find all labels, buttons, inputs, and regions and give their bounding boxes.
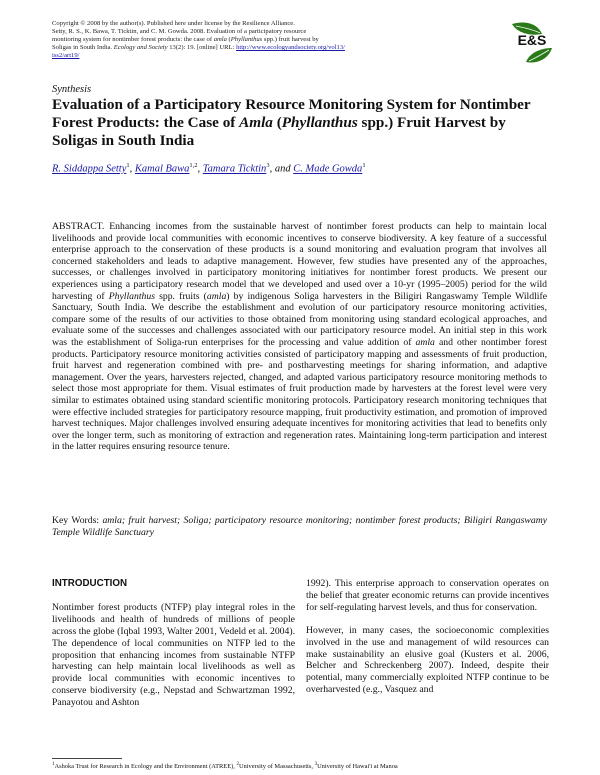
- author-list: R. Siddappa Setty$^1$, Kamal Bawa$^{1,2}$, Tamara Ticktin$^3$, and C. Made Gowda$^1$: [52, 162, 366, 175]
- citation-line: [52, 52, 452, 60]
- keywords-terms: amla; fruit harvest; Soliga; participatory resource monitoring; nontimber forest products; Biligiri Rangaswamy Temple Wildlife Sanctuary: [52, 515, 547, 538]
- affiliation-marker: 1: [362, 162, 366, 169]
- body-paragraph: Nontimber forest products (NTFP) play integral roles in the livelihoods and health of hundreds of millions of people across the globe (Iqbal 1993, Walter 2001, Vedeld et al. 2004). The dependence of local communities on NTFP led to the proposition that enhancing incomes from sustainable NTFP harvesting can help maintain local livelihoods as well as provide local communities with economic incentives to conserve biodiversity (e.g., Nepstad and Schwartzman 1992, Panayotou and Ashton: [52, 601, 295, 709]
- copyright-line: Copyright © 2008 by the author(s). Published here under license by the Resilience Alliance.: [52, 20, 295, 27]
- affiliation-marker: 1,2: [189, 162, 198, 169]
- body-column-left: [52, 578, 295, 709]
- author-link[interactable]: Kamal Bawa: [134, 163, 190, 175]
- article-title: Evaluation of a Participatory Resource Monitoring System for Nontimber Forest Products: the Case of Amla (Phyllanthus spp.) Fruit Harvest by Soligas in South India: [52, 96, 531, 149]
- citation-line: Setty, R. S., K. Bawa, T. Ticktin, and C. M. Gowda. 2008. Evaluation of a participatory resource: [52, 28, 307, 36]
- affiliations-footnote: $^1$Ashoka Trust for Research in Ecology and the Environment (ATREE), $^2$University of Massachusetts, $^3$University of Hawai'i at Manoa: [52, 762, 398, 771]
- keywords-label: Key Words:: [52, 515, 103, 526]
- abstract: ABSTRACT. Enhancing incomes from the sustainable harvest of nontimber forest products can help to maintain local livelihoods and provide local communities with economic incentives to conserve biodiversity. A key feature of a successful enterprise approach to the conservation of these products is a sound monitoring and evaluation program that involves all concerned stakeholders and leads to adaptive management. However, few studies have presented any of the approaches, successes, or challenges involved in participatory monitoring initiatives for nontimber forest products. We present our experiences using a participatory research model that we developed and used over a 10-yr (1995–2005) period for the wild harvesting of Phyllanthus spp. fruits (amla) by indigenous Soliga harvesters in the Biligiri Rangaswamy Temple Wildlife Sanctuary, South India. We describe the establishment and evolution of our participatory resource monitoring activities, compare some of the results of our activities to those obtained from monitoring using standard ecological approaches, and evaluate some of the successes and challenges associated with our participatory resource model. An initial step in this work was the establishment of Soliga-run enterprises for the processing and value addition of amla and other nontimber forest products. Participatory resource monitoring activities consisted of participatory mapping and assessments of fruit production, fruit harvest and regeneration combined with pre- and postharvesting meetings for sharing information, and adaptive management. Over the years, harvesters rejected, changed, and adapted various participatory resource monitoring methods to select those most appropriate for them. Visual estimates of fruit production made by harvesters at the forest level were very similar to estimates obtained using standard scientific monitoring protocols. Participatory research monitoring techniques that were effective included strategies for participatory resource mapping, fruit productivity estimation, and promotion of improved harvest techniques. Major challenges involved ensuring adequate incentives for monitoring activities that lead to benefits only over the longer term, such as monitoring of extraction and regeneration rates. Maintaining long-term participation and interest in the latter requires ensuring resource tenure.: [52, 221, 547, 453]
- article-url-link-cont[interactable]: iss2/art19/: [52, 52, 80, 60]
- affiliation-marker: 1: [126, 162, 130, 169]
- copyright-citation: [52, 20, 452, 60]
- author-link[interactable]: R. Siddappa Setty: [52, 163, 127, 175]
- body-paragraph: However, in many cases, the socioeconomic complexities involved in the use and management of wild resources can make sustainability an elusive goal (Kusters et al. 2006, Belcher and Schreckenberg 2007). Indeed, despite their potential, many commercially exploited NTFP continue to be overharvested (e.g., Vasquez and: [306, 624, 549, 696]
- author-link[interactable]: Tamara Ticktin: [202, 163, 267, 175]
- logo-text: E&S: [517, 32, 547, 48]
- journal-logo: [508, 18, 556, 66]
- keywords: [52, 515, 547, 538]
- article-type: Synthesis: [52, 84, 92, 95]
- body-column-right: [306, 578, 549, 696]
- author-link[interactable]: C. Made Gowda: [293, 163, 363, 175]
- citation-line: Soligas in South India. Ecology and Society 13(2): 19. [online] URL: http://www.ecologyandsociety.org/vol13/: [52, 44, 345, 52]
- citation-line: monitoring system for nontimber forest products: the case of amla (Phyllanthus spp.) fruit harvest by: [52, 36, 319, 44]
- article-url-link[interactable]: http://www.ecologyandsociety.org/vol13/: [236, 44, 345, 52]
- affiliation-marker: 3: [266, 162, 270, 169]
- section-heading: INTRODUCTION: [52, 578, 128, 589]
- footnote-divider: [52, 758, 122, 759]
- body-paragraph: 1992). This enterprise approach to conservation operates on the belief that greater economic returns can provide incentives for self-regulating harvest levels, and thus for conservation.: [306, 578, 549, 613]
